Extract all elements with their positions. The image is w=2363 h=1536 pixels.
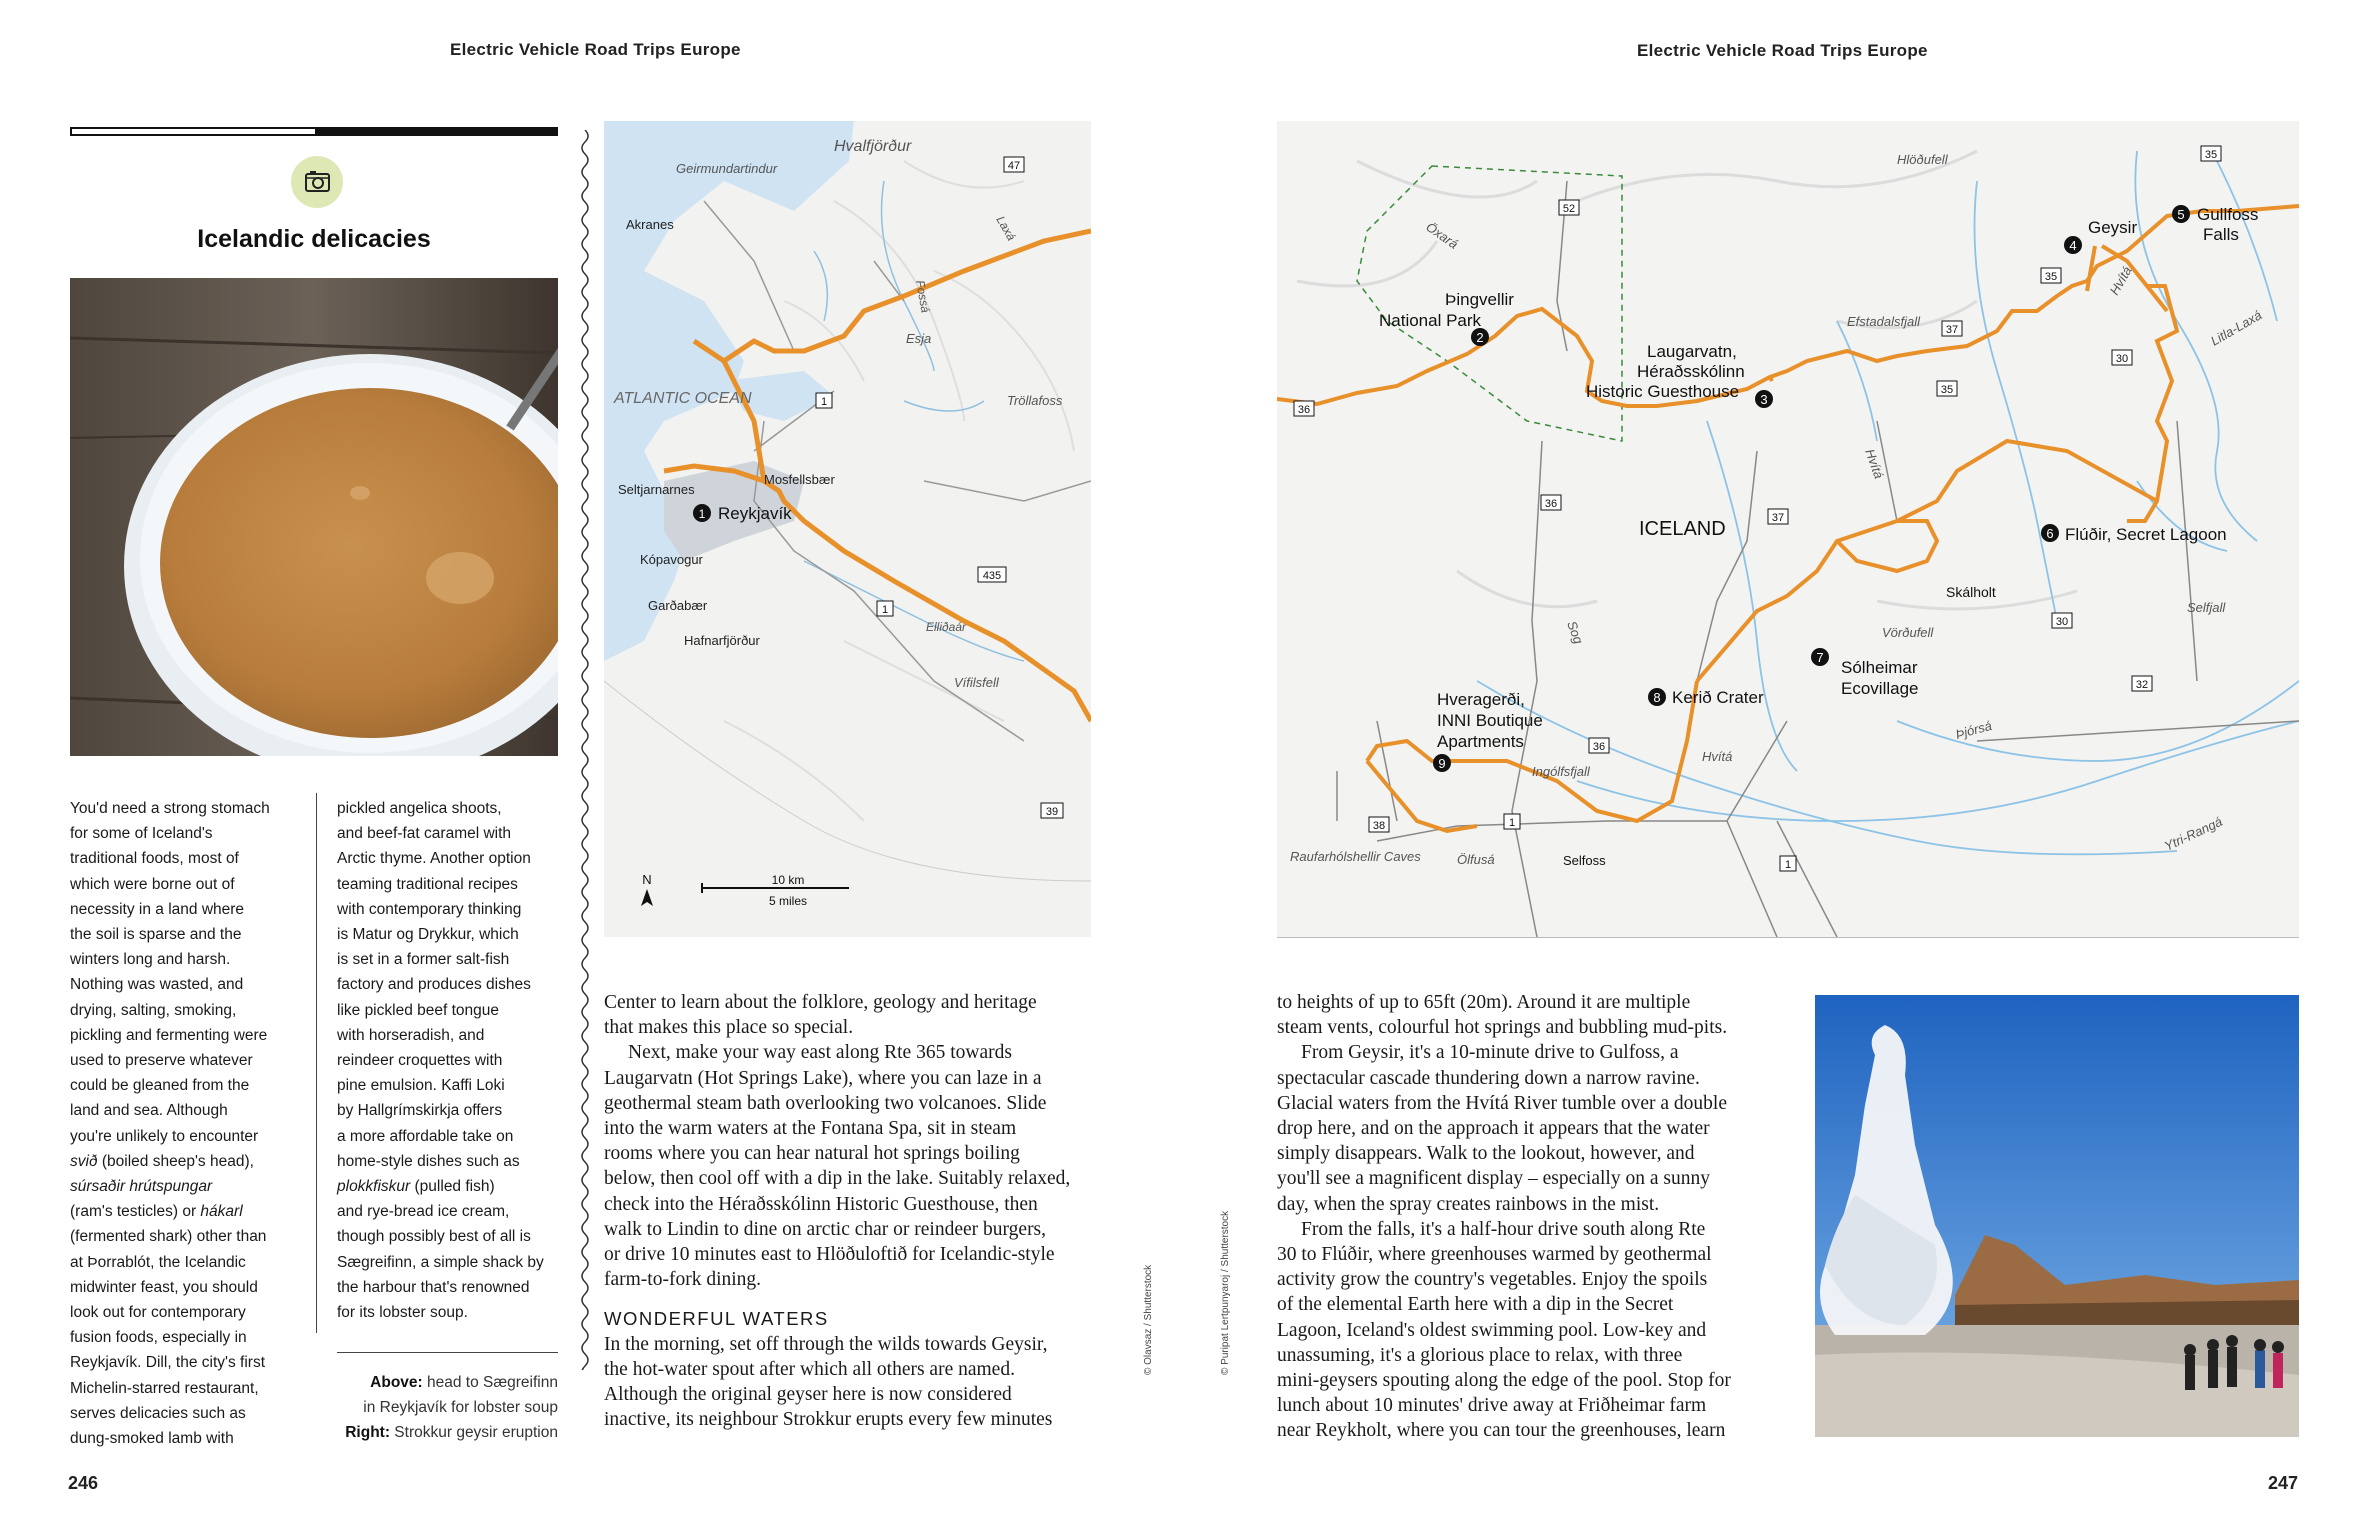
section-heading: WONDERFUL WATERS <box>604 1308 829 1330</box>
road-number: 36 <box>1544 498 1558 510</box>
stop-marker: 1 <box>698 507 706 521</box>
map-label: Sólheimar <box>1841 658 1918 677</box>
north-arrow-label: N <box>642 872 652 887</box>
road-number: 1 <box>1508 817 1516 829</box>
main-text-left: Center to learn about the folklore, geology and heritage that makes this place so special. Next, make your way east along Rte 365 towards Laugarvatn (Hot Springs Lake), where you can laze in a geothermal steam bath overlooking two volcanoes. Slide into the warm waters at the Fontana Spa, sit in steam rooms where you can hear natural hot springs boiling below, then cool off with a dip in the lake. Suitably relaxed, check into the Héraðsskólinn Historic Guesthouse, then walk to Lindin to dine on arctic char or reindeer burgers, or drive 10 minutes east to Hlöðuloftið for Icelandic-style farm-to-fork dining. WONDERFUL WATERS In the morning, set off through the wilds towards Geysir, the hot-water spout after which all others are named. Although the original geyser here is now considered inactive, its neighbour Strokkur erupts every few minutes <box>604 990 1104 1432</box>
road-number: 30 <box>2055 616 2069 628</box>
place-label: Garðabær <box>648 598 708 613</box>
road-number: 1 <box>881 604 889 616</box>
map-label: Hvítá <box>1702 749 1733 764</box>
map-reykjavik <box>604 121 1091 937</box>
stop-marker: 3 <box>1760 392 1768 407</box>
map-label: Héraðsskólinn <box>1637 362 1745 381</box>
map-label: Ingólfsfjall <box>1532 764 1590 779</box>
map-label: Vörðufell <box>1882 625 1934 640</box>
map-label: Laugarvatn, <box>1647 342 1737 361</box>
wavy-divider <box>578 130 592 1370</box>
running-head-left: Electric Vehicle Road Trips Europe <box>450 40 741 59</box>
map-label: Skálholt <box>1946 584 1996 600</box>
road-number: 35 <box>2044 271 2058 283</box>
road-number: 35 <box>2204 149 2218 161</box>
road-number: 435 <box>982 570 1002 582</box>
road-number: 47 <box>1007 160 1021 172</box>
sidebar-column-rule <box>316 793 317 1333</box>
road-number: 38 <box>1372 820 1386 832</box>
map-label: Ölfusá <box>1457 852 1495 867</box>
map-label: Hvítá <box>1862 446 1887 481</box>
place-label: Reykjavík <box>718 504 792 523</box>
photo-credit-right: © Puripat Lertpunyaroj / Shutterstock <box>1220 1210 1231 1375</box>
place-label: Vífilsfell <box>954 675 999 690</box>
scale-miles: 5 miles <box>768 894 808 908</box>
place-label: Laxá <box>993 213 1019 244</box>
stop-marker: 6 <box>2046 526 2054 541</box>
stop-marker: 4 <box>2069 238 2077 253</box>
main-text-right: to heights of up to 65ft (20m). Around it are multiple steam vents, colourful hot springs and bubbling mud-pits. From Geysir, it's a 10-minute drive to Gulfoss, a spectacular cascade thundering down a narrow ravine. Glacial waters from the Hvítá River tumble over a double drop here, and on the approach it appears that the water simply disappears. Walk to the lookout, however, and you'll see a magnificent display – especially on a sunny day, when the spray creates rainbows in the mist. From the falls, it's a half-hour drive south along Rte 30 to Flúðir, where greenhouses warmed by geothermal activity grow the country's vegetables. Enjoy the spoils of the elemental Earth here with a dip in the Secret Lagoon, Iceland's oldest swimming pool. Low-key and unassuming, it's a glorious place to relax, with three mini-geysers spouting along the edge of the pool. Stop for lunch about 10 minutes' drive away at Friðheimar farm near Reykholt, where you can tour the greenhouses, learn <box>1277 992 1731 1442</box>
map-label: Kerið Crater <box>1672 688 1764 707</box>
place-label: Hafnarfjörður <box>684 633 760 648</box>
place-label: Mosfellsbær <box>764 472 835 487</box>
road-number: 36 <box>1297 404 1311 416</box>
map-label: Selfjall <box>2187 600 2226 615</box>
camera-icon <box>291 156 343 208</box>
place-label: Hvalfjörður <box>834 138 912 155</box>
map-label: Geysir <box>2088 218 2138 237</box>
scale-km: 10 km <box>771 873 805 887</box>
map-label: Þjórsá <box>1953 717 1994 742</box>
map-label: Falls <box>2203 225 2239 244</box>
map-label: Öxará <box>1423 219 1461 252</box>
running-head-right: Electric Vehicle Road Trips Europe <box>1637 41 1928 60</box>
page-number-right: 247 <box>2268 1473 2299 1493</box>
map-label: Selfoss <box>1563 853 1606 868</box>
road-number: 36 <box>1592 741 1606 753</box>
geyser-photo <box>1815 995 2299 1437</box>
soup-photo <box>70 278 558 756</box>
place-label: Kópavogur <box>640 552 703 567</box>
stop-marker: 7 <box>1816 650 1824 665</box>
sidebar-title: Icelandic delicacies <box>197 225 431 253</box>
map-label: Litla-Laxá <box>2208 307 2265 349</box>
sidebar-body-col2: pickled angelica shoots, and beef-fat caramel with Arctic thyme. Another option teaming traditional recipes with contemporary thinking is Matur og Drykkur, which is set in a former salt-fish factory and produces dishes like pickled beef tongue with horseradish, and reindeer croquettes with pine emulsion. Kaffi Loki by Hallgrímskirkja offers a more affordable take on home-style dishes such as plokkfiskur (pulled fish) and rye-bread ice cream, though possibly best of all is Sægreifinn, a simple shack by the harbour that's renowned for its lobster soup. <box>337 800 544 1322</box>
road-number: 35 <box>1940 384 1954 396</box>
road-number: 32 <box>2135 679 2149 691</box>
map-label: ICELAND <box>1639 518 1726 540</box>
map-label: Historic Guesthouse <box>1586 382 1740 401</box>
map-label: INNI Boutique <box>1437 711 1543 730</box>
stop-marker: 2 <box>1476 330 1484 345</box>
map-label: Flúðir, Secret Lagoon <box>2065 525 2227 544</box>
road-number: 37 <box>1771 512 1785 524</box>
sidebar-top-rule <box>70 127 558 136</box>
place-label: Geirmundartindur <box>676 161 778 176</box>
stop-marker: 8 <box>1653 690 1661 705</box>
map-bottom-rule <box>1277 937 2299 938</box>
road-number: 1 <box>820 396 828 408</box>
road-number: 39 <box>1045 806 1059 818</box>
map-golden-circle <box>1277 121 2299 937</box>
map-label: Ytri-Rangá <box>2161 813 2225 854</box>
caption-rule <box>337 1352 558 1353</box>
map-label: Ecovillage <box>1841 679 1919 698</box>
place-label: Elliðaár <box>926 620 967 634</box>
place-label: Akranes <box>626 217 674 232</box>
photo-caption: Above: head to Sægreifinn in Reykjavík for lobster soup Right: Strokkur geysir eruption <box>345 1374 558 1441</box>
place-label: Seltjarnarnes <box>618 482 695 497</box>
stop-marker: 5 <box>2177 207 2185 222</box>
place-label: ATLANTIC OCEAN <box>614 390 752 407</box>
map-label: Sog <box>1564 618 1587 646</box>
page-number-left: 246 <box>68 1473 99 1493</box>
road-number: 1 <box>1784 859 1792 871</box>
stop-marker: 9 <box>1438 756 1446 771</box>
map-label: National Park <box>1379 311 1482 330</box>
place-label: Tröllafoss <box>1007 393 1063 408</box>
map-label: Hlöðufell <box>1897 152 1948 167</box>
sidebar-body-col1: You'd need a strong stomach for some of Iceland's traditional foods, most of which were borne out of necessity in a land where the soil is sparse and the winters long and harsh. Nothing was wasted, and drying, salting, smoking, pickling and fermenting were used to preserve whatever could be gleaned from the land and sea. Although you're unlikely to encounter svið (boiled sheep's head), súrsaðir hrútspungar (ram's testicles) or hákarl (fermented shark) other than at Þorrablót, the Icelandic midwinter feast, you should look out for contemporary fusion foods, especially in Reykjavík. Dill, the city's first Michelin-starred restaurant, serves delicacies such as dung-smoked lamb with <box>70 800 270 1448</box>
photo-credit-left: © Olavsaz / Shutterstock <box>1143 1264 1154 1375</box>
map-label: Gullfoss <box>2197 205 2259 224</box>
road-number: 30 <box>2115 353 2129 365</box>
road-number: 52 <box>1562 203 1576 215</box>
map-label: Efstadalsfjall <box>1847 314 1920 329</box>
map-label: Þingvellir <box>1445 290 1514 309</box>
map-label: Hvítá <box>2106 263 2135 298</box>
place-label: Fossá <box>913 279 933 314</box>
road-number: 37 <box>1945 324 1959 336</box>
map-label: Apartments <box>1437 732 1524 751</box>
map-label: Raufarhólshellir Caves <box>1290 849 1421 864</box>
place-label: Esja <box>906 331 932 346</box>
map-label: Hveragerði, <box>1437 690 1525 709</box>
north-arrow-icon <box>641 889 653 906</box>
